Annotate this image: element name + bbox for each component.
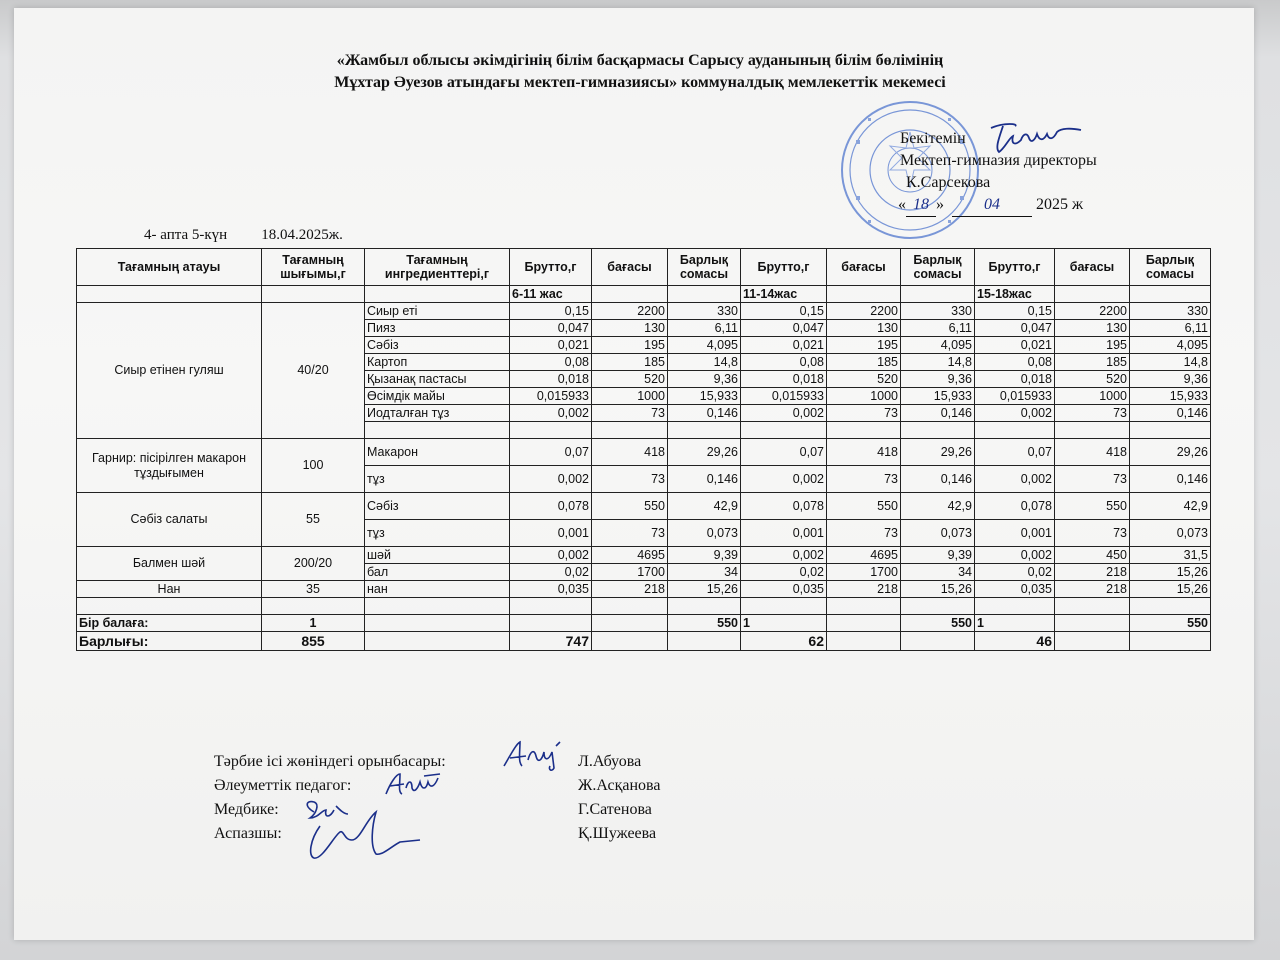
ingredient-value: 4,095 xyxy=(901,337,975,354)
ingredient-value: 0,035 xyxy=(510,581,592,598)
ingredient-value: 14,8 xyxy=(1130,354,1211,371)
col-header: Барлық сомасы xyxy=(668,249,741,286)
ingredient-value: 218 xyxy=(592,581,668,598)
director-name: К.Сарсекова xyxy=(906,174,991,191)
ingredient-value: 0,02 xyxy=(510,564,592,581)
col-header: Тағамның шығымы,г xyxy=(262,249,365,286)
ingredient-value: 418 xyxy=(1055,439,1130,466)
spacer-row xyxy=(77,598,1211,615)
ingredient-value: 34 xyxy=(668,564,741,581)
ingredient-value: 218 xyxy=(1055,581,1130,598)
ingredient-value: 185 xyxy=(592,354,668,371)
ingredient-value: 0,015933 xyxy=(741,388,827,405)
ingredient-value: 73 xyxy=(1055,520,1130,547)
dish-yield: 35 xyxy=(262,581,365,598)
ingredient-value: 330 xyxy=(901,303,975,320)
ingredient-value: 6,11 xyxy=(668,320,741,337)
ingredient-value: 1000 xyxy=(827,388,901,405)
totals-group: 46 xyxy=(975,632,1055,651)
ingredient-value: 0,078 xyxy=(741,493,827,520)
date-open-quote: « xyxy=(898,196,906,213)
ingredient-value: 0,07 xyxy=(975,439,1055,466)
per-child-label: Бір балаға: xyxy=(77,615,262,632)
ingredient-value: 73 xyxy=(827,466,901,493)
week-day: 4- апта 5-күн xyxy=(144,227,228,243)
deputy-signature xyxy=(500,738,580,772)
ingredient-value: 195 xyxy=(1055,337,1130,354)
ingredient-value: 15,933 xyxy=(1130,388,1211,405)
ingredient-value: 218 xyxy=(1055,564,1130,581)
ingredient-value: 0,047 xyxy=(741,320,827,337)
ingredient-value: 0,073 xyxy=(668,520,741,547)
ingredient-value: 0,002 xyxy=(975,405,1055,422)
totals-group: 62 xyxy=(741,632,827,651)
ingredient-value: 0,07 xyxy=(741,439,827,466)
ingredient-value: 0,001 xyxy=(510,520,592,547)
ingredient-value: 73 xyxy=(1055,405,1130,422)
ingredient-value: 0,018 xyxy=(741,371,827,388)
age-group-label: 11-14жас xyxy=(741,286,827,303)
ingredient-value: 520 xyxy=(592,371,668,388)
ingredient-value: 1700 xyxy=(592,564,668,581)
ingredient-value: 42,9 xyxy=(1130,493,1211,520)
ingredient-value: 0,146 xyxy=(901,466,975,493)
ingredient-value: 29,26 xyxy=(1130,439,1211,466)
ingredient-value: 218 xyxy=(827,581,901,598)
ingredient-value: 0,018 xyxy=(510,371,592,388)
date-close-quote: » xyxy=(936,196,944,213)
signature-row xyxy=(214,774,714,798)
dish-name: Гарнир: пісірілген макарон тұздығымен xyxy=(77,439,262,493)
ingredient-name: Өсімдік майы xyxy=(365,388,510,405)
ingredient-value: 73 xyxy=(592,466,668,493)
ingredient-value: 4695 xyxy=(592,547,668,564)
dish-yield: 40/20 xyxy=(262,303,365,439)
ingredient-value: 9,36 xyxy=(901,371,975,388)
signature-name: Ж.Асқанова xyxy=(578,777,661,794)
col-header: Барлық сомасы xyxy=(901,249,975,286)
ingredient-value: 15,26 xyxy=(1130,564,1211,581)
ingredient-value: 9,39 xyxy=(668,547,741,564)
ingredient-value: 0,08 xyxy=(975,354,1055,371)
ingredient-value: 0,002 xyxy=(510,405,592,422)
ingredient-value: 130 xyxy=(827,320,901,337)
ingredient-value: 2200 xyxy=(1055,303,1130,320)
ingredient-value: 29,26 xyxy=(668,439,741,466)
ingredient-value: 6,11 xyxy=(901,320,975,337)
per-child-total: 550 xyxy=(1130,615,1211,632)
col-header: бағасы xyxy=(592,249,668,286)
ingredient-value: 15,26 xyxy=(1130,581,1211,598)
ingredient-value: 550 xyxy=(1055,493,1130,520)
ingredient-name: шәй xyxy=(365,547,510,564)
dish-name: Сәбіз салаты xyxy=(77,493,262,547)
ingredient-value: 0,146 xyxy=(668,466,741,493)
ingredient-name: нан xyxy=(365,581,510,598)
dish-name: Сиыр етінен гуляш xyxy=(77,303,262,439)
dish-yield: 200/20 xyxy=(262,547,365,581)
ingredient-value: 0,08 xyxy=(741,354,827,371)
totals-group: 747 xyxy=(510,632,592,651)
ingredient-value: 0,021 xyxy=(975,337,1055,354)
ingredient-value: 1700 xyxy=(827,564,901,581)
ingredient-value: 15,933 xyxy=(901,388,975,405)
ingredient-value: 0,002 xyxy=(741,547,827,564)
ingredient-value: 2200 xyxy=(592,303,668,320)
table-row xyxy=(77,439,1211,466)
ingredient-value: 4,095 xyxy=(668,337,741,354)
dish-yield: 100 xyxy=(262,439,365,493)
ingredient-value: 9,36 xyxy=(668,371,741,388)
ingredient-value: 0,078 xyxy=(510,493,592,520)
ingredient-value: 130 xyxy=(1055,320,1130,337)
ingredient-value: 550 xyxy=(592,493,668,520)
ingredient-value: 0,073 xyxy=(1130,520,1211,547)
dish-name: Нан xyxy=(77,581,262,598)
table-row xyxy=(77,303,1211,320)
ingredient-value: 0,002 xyxy=(741,466,827,493)
ingredient-value: 42,9 xyxy=(901,493,975,520)
ingredient-value: 0,02 xyxy=(975,564,1055,581)
ingredient-value: 185 xyxy=(827,354,901,371)
ingredient-value: 130 xyxy=(592,320,668,337)
ingredient-value: 1000 xyxy=(592,388,668,405)
date-day: 18 xyxy=(906,194,936,217)
ingredient-value: 73 xyxy=(827,520,901,547)
ingredient-value: 31,5 xyxy=(1130,547,1211,564)
ingredient-name: Пияз xyxy=(365,320,510,337)
ingredient-value: 73 xyxy=(1055,466,1130,493)
ingredient-value: 520 xyxy=(1055,371,1130,388)
ingredient-value: 0,002 xyxy=(510,466,592,493)
approval-block xyxy=(900,128,1097,217)
approve-label: Бекітемін xyxy=(900,130,966,147)
col-header: бағасы xyxy=(1055,249,1130,286)
ingredient-name: Сиыр еті xyxy=(365,303,510,320)
ingredient-value: 0,146 xyxy=(1130,466,1211,493)
signature-name: Г.Сатенова xyxy=(578,801,652,818)
ingredient-name: тұз xyxy=(365,520,510,547)
ingredient-name: бал xyxy=(365,564,510,581)
header-line-2: Мұхтар Әуезов атындағы мектеп-гимназиясы» коммуналдық мемлекеттік мекемесі xyxy=(334,74,946,91)
ingredient-value: 15,26 xyxy=(901,581,975,598)
table-row xyxy=(77,547,1211,564)
per-child-row xyxy=(77,615,1211,632)
ingredient-value: 0,073 xyxy=(901,520,975,547)
ingredient-value: 550 xyxy=(827,493,901,520)
ingredient-value: 0,078 xyxy=(975,493,1055,520)
menu-date: 18.04.2025ж. xyxy=(261,227,343,243)
col-header: Тағамның ингредиенттері,г xyxy=(365,249,510,286)
ingredient-value: 0,001 xyxy=(741,520,827,547)
ingredient-value: 0,001 xyxy=(975,520,1055,547)
signature-role: Әлеуметтік педагог: xyxy=(214,777,352,794)
signature-role: Аспазшы: xyxy=(214,825,282,842)
col-header: Тағамның атауы xyxy=(77,249,262,286)
signature-row xyxy=(214,798,714,822)
ingredient-value: 0,047 xyxy=(510,320,592,337)
per-child-count: 1 xyxy=(262,615,365,632)
ingredient-value: 73 xyxy=(592,405,668,422)
ingredient-value: 0,146 xyxy=(668,405,741,422)
dish-name: Балмен шәй xyxy=(77,547,262,581)
per-child-total: 550 xyxy=(668,615,741,632)
ingredient-value: 0,015933 xyxy=(975,388,1055,405)
ingredient-value: 6,11 xyxy=(1130,320,1211,337)
totals-label: Барлығы: xyxy=(77,632,262,651)
ingredient-name: Картоп xyxy=(365,354,510,371)
signature-name: Л.Абуова xyxy=(578,753,642,770)
menu-day-line xyxy=(144,227,377,244)
per-child-count: 1 xyxy=(741,615,827,632)
ingredient-value: 1000 xyxy=(1055,388,1130,405)
table-row xyxy=(77,493,1211,520)
ingredient-value: 520 xyxy=(827,371,901,388)
ingredient-value: 9,39 xyxy=(901,547,975,564)
ingredient-value: 330 xyxy=(668,303,741,320)
totals-row xyxy=(77,632,1211,651)
ingredient-value: 0,002 xyxy=(741,405,827,422)
menu-table xyxy=(76,248,1211,651)
ingredient-value: 195 xyxy=(592,337,668,354)
ingredient-value: 0,07 xyxy=(510,439,592,466)
ingredient-value: 0,002 xyxy=(975,466,1055,493)
ingredient-value: 0,08 xyxy=(510,354,592,371)
nurse-and-cook-signatures xyxy=(300,796,430,868)
ingredient-value: 0,035 xyxy=(741,581,827,598)
document-header xyxy=(0,50,1280,94)
ingredient-name: Иодталған тұз xyxy=(365,405,510,422)
ingredient-value: 0,146 xyxy=(901,405,975,422)
ingredient-value: 418 xyxy=(827,439,901,466)
ingredient-value: 73 xyxy=(592,520,668,547)
ingredient-value: 0,021 xyxy=(741,337,827,354)
col-header: Брутто,г xyxy=(975,249,1055,286)
table-header-row xyxy=(77,249,1211,286)
ingredient-value: 29,26 xyxy=(901,439,975,466)
ingredient-name: Қызанақ пастасы xyxy=(365,371,510,388)
ingredient-value: 0,15 xyxy=(510,303,592,320)
ingredient-value: 4695 xyxy=(827,547,901,564)
date-year: 2025 ж xyxy=(1036,196,1084,213)
ingredient-value: 195 xyxy=(827,337,901,354)
director-position: Мектеп-гимназия директоры xyxy=(900,152,1097,169)
dish-yield: 55 xyxy=(262,493,365,547)
header-line-1: «Жамбыл облысы әкімдігінің білім басқармасы Сарысу ауданының білім бөлімінің xyxy=(336,52,944,69)
totals-count: 855 xyxy=(262,632,365,651)
ingredient-value: 0,146 xyxy=(1130,405,1211,422)
ingredient-value: 42,9 xyxy=(668,493,741,520)
ingredient-value: 0,002 xyxy=(975,547,1055,564)
signature-row xyxy=(214,822,714,846)
ingredient-value: 0,047 xyxy=(975,320,1055,337)
ingredient-value: 15,26 xyxy=(668,581,741,598)
ingredient-value: 330 xyxy=(1130,303,1211,320)
ingredient-value: 2200 xyxy=(827,303,901,320)
ingredient-value: 14,8 xyxy=(668,354,741,371)
col-header: бағасы xyxy=(827,249,901,286)
age-group-label: 15-18жас xyxy=(975,286,1055,303)
ingredient-name: Сәбіз xyxy=(365,337,510,354)
signature-row xyxy=(214,750,714,774)
ingredient-name: тұз xyxy=(365,466,510,493)
age-group-label: 6-11 жас xyxy=(510,286,592,303)
col-header: Брутто,г xyxy=(510,249,592,286)
age-group-row xyxy=(77,286,1211,303)
date-month: 04 xyxy=(952,194,1032,217)
col-header: Брутто,г xyxy=(741,249,827,286)
signature-block xyxy=(214,750,714,846)
ingredient-value: 14,8 xyxy=(901,354,975,371)
col-header: Барлық сомасы xyxy=(1130,249,1211,286)
ingredient-value: 0,15 xyxy=(975,303,1055,320)
ingredient-value: 34 xyxy=(901,564,975,581)
ingredient-value: 0,018 xyxy=(975,371,1055,388)
ingredient-value: 0,002 xyxy=(510,547,592,564)
per-child-count: 1 xyxy=(975,615,1055,632)
per-child-total: 550 xyxy=(901,615,975,632)
ingredient-value: 450 xyxy=(1055,547,1130,564)
ingredient-value: 418 xyxy=(592,439,668,466)
ingredient-value: 0,02 xyxy=(741,564,827,581)
ingredient-value: 0,015933 xyxy=(510,388,592,405)
signature-name: Қ.Шужеева xyxy=(578,825,657,842)
ingredient-value: 73 xyxy=(827,405,901,422)
ingredient-value: 15,933 xyxy=(668,388,741,405)
ingredient-value: 4,095 xyxy=(1130,337,1211,354)
ingredient-value: 0,035 xyxy=(975,581,1055,598)
signature-role: Тәрбие ісі жөніндегі орынбасары: xyxy=(214,753,446,770)
approval-date xyxy=(898,194,1097,217)
ingredient-value: 185 xyxy=(1055,354,1130,371)
ingredient-name: Макарон xyxy=(365,439,510,466)
ingredient-name: Сәбіз xyxy=(365,493,510,520)
ingredient-value: 0,15 xyxy=(741,303,827,320)
signature-role: Медбике: xyxy=(214,801,279,818)
ingredient-value: 0,021 xyxy=(510,337,592,354)
ingredient-value: 9,36 xyxy=(1130,371,1211,388)
table-row xyxy=(77,581,1211,598)
